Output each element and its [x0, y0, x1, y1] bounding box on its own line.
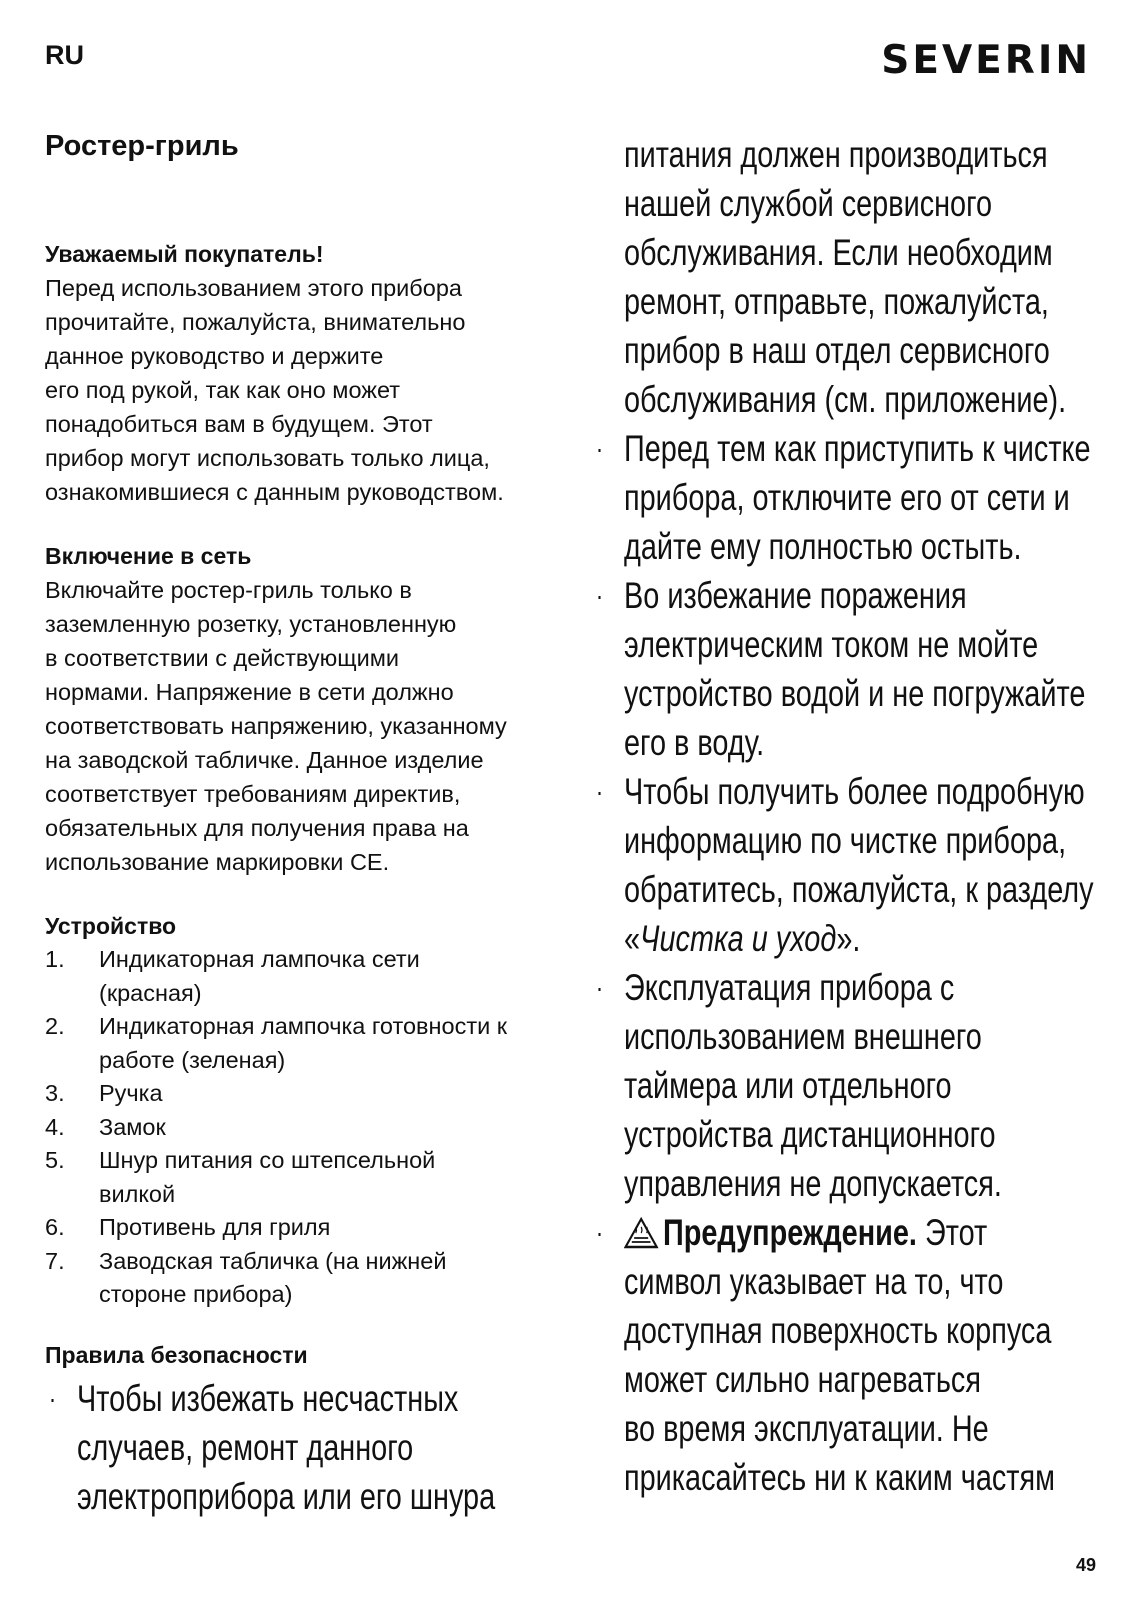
- power-line: в соответствии с действующими: [45, 645, 399, 671]
- list-item-number: 5.: [45, 1147, 65, 1173]
- list-item-number: 2.: [45, 1013, 65, 1039]
- list-item-text: стороне прибора): [99, 1281, 293, 1307]
- power-line: использование маркировки CE.: [45, 849, 390, 875]
- intro-line: прочитайте, пожалуйста, внимательно: [45, 309, 466, 335]
- intro-text: [45, 271, 565, 509]
- power-line: обязательных для получения права на: [45, 815, 469, 841]
- bullet-marker: ·: [595, 972, 604, 1003]
- bullet-line: его в воду.: [624, 722, 765, 763]
- language-code: RU: [45, 40, 84, 70]
- list-item-text: Замок: [99, 1113, 166, 1140]
- intro-heading: Уважаемый покупатель!: [45, 241, 324, 267]
- power-text: [45, 573, 565, 879]
- intro-line: его под рукой, так как оно может: [45, 377, 401, 403]
- bullet-line: Эксплуатация прибора с: [624, 967, 955, 1008]
- safety-bullet-hot-surface: [595, 1208, 1055, 1502]
- section-reference: Чистка и уход: [640, 918, 837, 959]
- bullet-line: во время эксплуатации. Не: [624, 1408, 989, 1449]
- warning-label: Предупреждение.: [663, 1212, 917, 1253]
- bullet-marker: ·: [595, 776, 604, 807]
- intro-line: Перед использованием этого прибора: [45, 275, 462, 301]
- bullet-line: использованием внешнего: [624, 1016, 982, 1057]
- safety-heading: Правила безопасности: [45, 1341, 308, 1368]
- bullet-line: Чтобы получить более подробную: [624, 771, 1085, 812]
- warning-text: Этот: [916, 1212, 988, 1253]
- bullet-line: Чтобы избежать несчастных: [77, 1377, 459, 1419]
- list-item-number: 4.: [45, 1113, 65, 1140]
- list-item-number: 6.: [45, 1214, 65, 1240]
- list-item-number: 7.: [45, 1247, 65, 1274]
- bullet-line: обратитесь, пожалуйста, к разделу: [624, 869, 1094, 910]
- intro-line: ознакомившиеся с данным руководством.: [45, 479, 504, 505]
- list-item: [45, 1010, 565, 1077]
- bullet-line: Перед тем как приступить к чистке: [624, 428, 1091, 469]
- intro-line: понадобиться вам в будущем. Этот: [45, 411, 433, 437]
- right-column: [595, 130, 1104, 1502]
- bullet-line: Во избежание поражения: [624, 575, 967, 616]
- list-item-text: (красная): [99, 979, 202, 1006]
- safety-bullet-water: [595, 571, 1086, 767]
- quote-open: «: [624, 918, 641, 959]
- bullet-line: питания должен производиться: [624, 134, 1048, 175]
- bullet-line: нашей службой сервисного: [624, 183, 993, 224]
- bullet-line: прикасайтесь ни к каким частям: [624, 1457, 1055, 1498]
- power-line: соответствует требованиям директив,: [45, 781, 461, 807]
- list-item: [45, 1077, 565, 1111]
- bullet-line: таймера или отдельного: [624, 1065, 952, 1106]
- bullet-line: прибор в наш отдел сервисного: [624, 330, 1050, 371]
- page-number: 49: [1075, 1555, 1096, 1575]
- intro-line: прибор могут использовать только лица,: [45, 445, 490, 471]
- list-item: [45, 943, 565, 1010]
- list-item-text: Ручка: [99, 1080, 163, 1106]
- intro-line: данное руководство и держите: [45, 343, 384, 369]
- list-item-number: 1.: [45, 946, 65, 972]
- list-item-text: Противень для гриля: [99, 1214, 331, 1240]
- bullet-line: управления не допускается.: [624, 1163, 1002, 1204]
- list-item: [45, 1245, 565, 1312]
- safety-bullet-repair: [48, 1374, 496, 1521]
- safety-bullet-repair-continued: [624, 130, 1067, 424]
- bullet-line: информацию по чистке прибора,: [624, 820, 1067, 861]
- safety-bullet-timer: [595, 963, 1002, 1208]
- safety-bullet-care-reference: [595, 767, 1094, 963]
- bullet-line: может сильно нагреваться: [624, 1359, 981, 1400]
- power-line: на заводской табличке. Данное изделие: [45, 747, 484, 773]
- power-line: нормами. Напряжение в сети должно: [45, 679, 454, 705]
- bullet-line: прибора, отключите его от сети и: [624, 477, 1070, 518]
- device-heading: Устройство: [45, 913, 177, 939]
- bullet-line: обслуживания (см. приложение).: [624, 379, 1067, 420]
- bullet-line: случаев, ремонт данного: [77, 1426, 414, 1468]
- list-item-text: работе (зеленая): [99, 1046, 286, 1073]
- hot-surface-warning-icon: [624, 1217, 658, 1249]
- bullet-line: обслуживания. Если необходим: [624, 232, 1053, 273]
- brand-logo: SEVERIN: [881, 38, 1091, 83]
- bullet-marker: ·: [48, 1382, 57, 1414]
- list-item-text: Шнур питания со штепсельной: [99, 1147, 436, 1173]
- bullet-line: электрическим током не мойте: [624, 624, 1039, 665]
- list-item: [45, 1144, 565, 1211]
- list-item-text: Индикаторная лампочка сети: [99, 946, 420, 972]
- bullet-line: дайте ему полностью остыть.: [624, 526, 1022, 567]
- list-item-text: Заводская табличка (на нижней: [99, 1247, 447, 1274]
- left-column: [45, 130, 565, 1521]
- power-line: Включайте ростер-гриль только в: [45, 577, 412, 603]
- safety-bullet-cleaning: [595, 424, 1091, 571]
- bullet-line: ремонт, отправьте, пожалуйста,: [624, 281, 1049, 322]
- bullet-line: символ указывает на то, что: [624, 1261, 1004, 1302]
- page-title: Ростер-гриль: [45, 130, 239, 162]
- bullet-marker: ·: [595, 1217, 604, 1248]
- list-item: [45, 1211, 565, 1245]
- power-heading: Включение в сеть: [45, 543, 252, 569]
- bullet-line: доступная поверхность корпуса: [624, 1310, 1052, 1351]
- bullet-marker: ·: [595, 433, 604, 464]
- list-item-text: вилкой: [99, 1180, 176, 1207]
- power-line: соответствовать напряжению, указанному: [45, 713, 507, 739]
- quote-close: ».: [836, 918, 861, 959]
- power-line: заземленную розетку, установленную: [45, 611, 457, 637]
- bullet-line: [624, 1208, 998, 1257]
- device-parts-list: [45, 943, 565, 1312]
- bullet-line: устройство водой и не погружайте: [624, 673, 1086, 714]
- bullet-marker: ·: [595, 580, 604, 611]
- list-item-text: Индикаторная лампочка готовности к: [99, 1013, 508, 1039]
- bullet-line: электроприбора или его шнура: [77, 1475, 496, 1517]
- list-item: [45, 1111, 565, 1145]
- list-item-number: 3.: [45, 1080, 65, 1106]
- bullet-line: устройства дистанционного: [624, 1114, 996, 1155]
- bullet-line: [624, 914, 998, 963]
